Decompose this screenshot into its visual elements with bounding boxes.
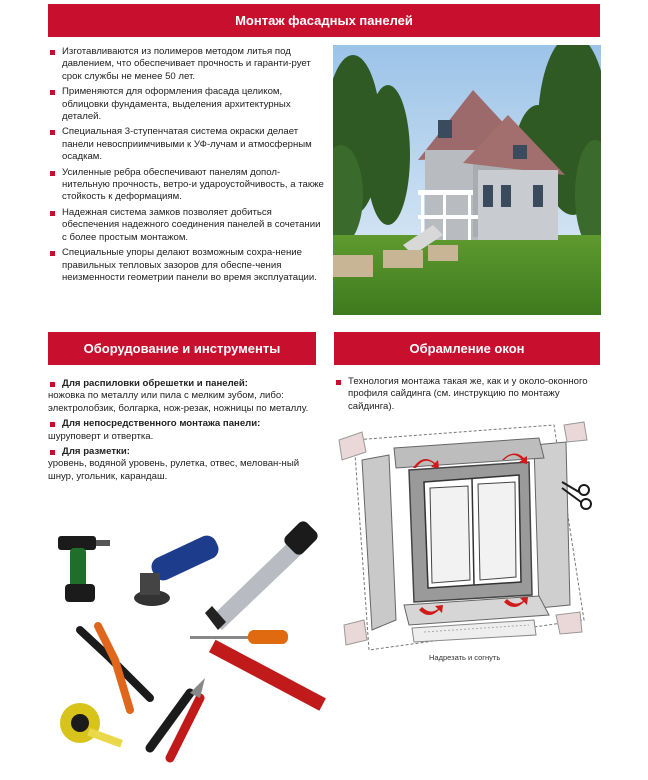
window-framing-list (334, 376, 596, 416)
pliers-icon (80, 626, 150, 710)
window-framing-diagram (334, 420, 600, 670)
section-title: Оборудование и инструменты (83, 341, 281, 356)
angle-grinder-icon (134, 532, 222, 606)
tools-heading-marking: Для разметки: (48, 446, 320, 458)
diagram-caption: Надрезать и согнуть (429, 653, 501, 662)
list-item: Специальная 3-ступенчатая система окраски делает панели невосприимчивыми к УФ-лучам и атмосферным осадкам. (48, 126, 326, 163)
tools-heading-mounting: Для непосредственного монтажа панели: (48, 418, 320, 430)
list-item: Усиленные ребра обеспечивают панелям допол-нительную прочность, ветро-и удароустойчивость, а также стойкость к деформациям. (48, 167, 326, 204)
tools-text-mounting: шуруповерт и отвертка. (48, 430, 154, 442)
section-title: Монтаж фасадных панелей (235, 13, 413, 28)
tools-heading-cutting: Для распиловки обрешетки и панелей: (48, 378, 320, 390)
tools-illustration (40, 518, 330, 776)
screwdriver-icon (190, 630, 288, 644)
list-item: Технология монтажа такая же, как и у около-оконного профиля сайдинга (см. инструкцию по монтажу сайдинга). (334, 376, 596, 413)
house-photo (333, 45, 601, 315)
list-item: Применяются для оформления фасада целиком, облицовки фундамента, выделения архитектурных деталей. (48, 86, 326, 123)
drill-icon (58, 536, 110, 602)
tools-text-cutting: ножовка по металлу или пила с мелким зубом, либо: электролобзик, болгарка, нож-резак, ножницы по металлу. (48, 390, 309, 414)
section-header-tools (48, 332, 316, 365)
tools-text-marking: уровень, водяной уровень, рулетка, отвес, мелован-ный шнур, угольник, карандаш. (48, 458, 300, 482)
list-item: Изготавливаются из полимеров методом литья под давлением, что обеспечивает прочность и гаранти-рует срок службы не менее 50 лет. (48, 46, 326, 83)
saw-icon (205, 519, 320, 630)
section-header-window-framing (334, 332, 600, 365)
tin-snips-icon (150, 678, 205, 758)
tools-list (48, 378, 320, 486)
list-item: Надежная система замков позволяет добиться обеспечения надежного соединения панелей в сочетании с более простым монтажом. (48, 207, 326, 244)
section-title: Обрамление окон (409, 341, 525, 356)
tape-measure-icon (60, 703, 123, 747)
section-header-facade-installation (48, 4, 600, 37)
facade-features-list (48, 46, 326, 287)
level-icon (209, 640, 326, 711)
list-item: Специальные упоры делают возможным сохра-нение правильных тепловых зазоров для обеспе-чения неизменности геометрии панели во время эксплуатации. (48, 247, 326, 284)
